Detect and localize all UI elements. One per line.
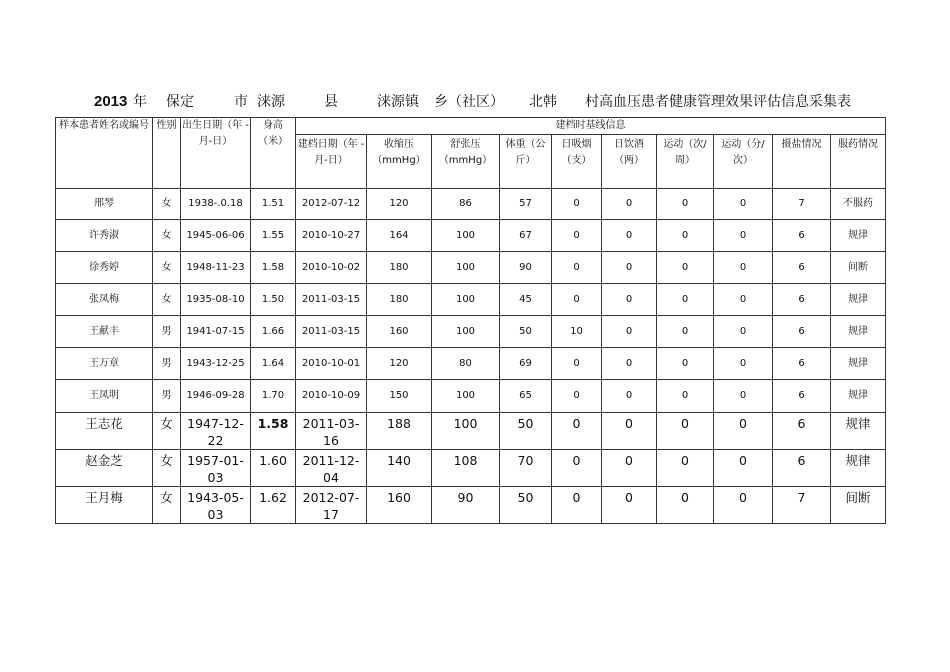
cell-salt: 6 <box>773 284 831 316</box>
cell-name: 王志花 <box>56 413 153 450</box>
cell-drink: 0 <box>602 348 657 380</box>
cell-drink: 0 <box>602 487 657 524</box>
header-height: 身高（米） <box>251 118 296 189</box>
header-exercise-times: 运动（次/周） <box>657 135 714 189</box>
cell-medication: 规律 <box>831 413 886 450</box>
cell-salt: 6 <box>773 220 831 252</box>
cell-name: 徐秀婷 <box>56 252 153 284</box>
cell-diastolic: 100 <box>432 380 500 413</box>
cell-ex-minutes: 0 <box>714 487 773 524</box>
cell-ex-minutes: 0 <box>714 220 773 252</box>
header-medication: 服药情况 <box>831 135 886 189</box>
cell-name: 王凤明 <box>56 380 153 413</box>
table-row <box>56 189 886 220</box>
header-diastolic: 舒张压（mmHg） <box>432 135 500 189</box>
cell-medication: 间断 <box>831 252 886 284</box>
cell-salt: 6 <box>773 252 831 284</box>
cell-sex: 女 <box>153 189 181 220</box>
cell-weight: 50 <box>500 413 552 450</box>
header-file-date: 建档日期（年 -月-日） <box>296 135 367 189</box>
cell-ex-times: 0 <box>657 380 714 413</box>
cell-drink: 0 <box>602 316 657 348</box>
cell-systolic: 140 <box>367 450 432 487</box>
header-baseline-info: 建档时基线信息 <box>296 118 886 135</box>
cell-file-date: 2011-03-15 <box>296 284 367 316</box>
cell-file-date: 2011-03-16 <box>296 413 367 450</box>
title-township-suffix: 乡（社区） <box>434 94 504 110</box>
document-title <box>0 93 950 113</box>
cell-ex-minutes: 0 <box>714 252 773 284</box>
cell-medication: 规律 <box>831 220 886 252</box>
cell-birth: 1945-06-06 <box>181 220 251 252</box>
cell-file-date: 2010-10-01 <box>296 348 367 380</box>
cell-salt: 7 <box>773 189 831 220</box>
cell-name: 王万章 <box>56 348 153 380</box>
cell-salt: 6 <box>773 413 831 450</box>
cell-systolic: 150 <box>367 380 432 413</box>
cell-file-date: 2012-07-17 <box>296 487 367 524</box>
table-row <box>56 316 886 348</box>
cell-ex-minutes: 0 <box>714 316 773 348</box>
cell-drink: 0 <box>602 252 657 284</box>
cell-systolic: 160 <box>367 316 432 348</box>
cell-name: 赵金芝 <box>56 450 153 487</box>
table-row <box>56 348 886 380</box>
cell-drink: 0 <box>602 220 657 252</box>
title-city: 保定 <box>166 94 194 110</box>
cell-drink: 0 <box>602 450 657 487</box>
cell-diastolic: 100 <box>432 220 500 252</box>
cell-ex-times: 0 <box>657 487 714 524</box>
cell-sex: 男 <box>153 316 181 348</box>
cell-file-date: 2010-10-02 <box>296 252 367 284</box>
cell-diastolic: 100 <box>432 316 500 348</box>
cell-birth: 1947-12-22 <box>181 413 251 450</box>
cell-drink: 0 <box>602 380 657 413</box>
cell-file-date: 2012-07-12 <box>296 189 367 220</box>
cell-smoke: 0 <box>552 450 602 487</box>
cell-sex: 男 <box>153 348 181 380</box>
header-drinking: 日饮酒（两） <box>602 135 657 189</box>
cell-diastolic: 80 <box>432 348 500 380</box>
cell-sex: 女 <box>153 220 181 252</box>
table-row <box>56 450 886 487</box>
cell-height: 1.58 <box>251 252 296 284</box>
cell-weight: 65 <box>500 380 552 413</box>
cell-height: 1.64 <box>251 348 296 380</box>
cell-medication: 间断 <box>831 487 886 524</box>
cell-diastolic: 100 <box>432 413 500 450</box>
cell-systolic: 120 <box>367 189 432 220</box>
cell-birth: 1946-09-28 <box>181 380 251 413</box>
cell-birth: 1938-.0.18 <box>181 189 251 220</box>
header-systolic: 收缩压（mmHg） <box>367 135 432 189</box>
cell-file-date: 2011-03-15 <box>296 316 367 348</box>
cell-weight: 57 <box>500 189 552 220</box>
cell-ex-times: 0 <box>657 220 714 252</box>
table-row <box>56 380 886 413</box>
cell-systolic: 180 <box>367 284 432 316</box>
cell-sex: 男 <box>153 380 181 413</box>
cell-smoke: 0 <box>552 284 602 316</box>
cell-birth: 1935-08-10 <box>181 284 251 316</box>
title-year: 2013 <box>94 93 128 110</box>
cell-diastolic: 108 <box>432 450 500 487</box>
cell-systolic: 188 <box>367 413 432 450</box>
cell-ex-times: 0 <box>657 316 714 348</box>
title-city-suffix: 市 <box>234 94 248 110</box>
cell-medication: 不服药 <box>831 189 886 220</box>
cell-sex: 女 <box>153 284 181 316</box>
cell-ex-minutes: 0 <box>714 413 773 450</box>
header-salt-intake: 摄盐情况 <box>773 135 831 189</box>
cell-salt: 6 <box>773 380 831 413</box>
cell-name: 王月梅 <box>56 487 153 524</box>
table-row <box>56 284 886 316</box>
cell-sex: 女 <box>153 413 181 450</box>
cell-file-date: 2010-10-09 <box>296 380 367 413</box>
header-smoking: 日吸烟（支） <box>552 135 602 189</box>
cell-birth: 1943-05-03 <box>181 487 251 524</box>
cell-ex-minutes: 0 <box>714 284 773 316</box>
cell-salt: 6 <box>773 450 831 487</box>
cell-ex-times: 0 <box>657 413 714 450</box>
cell-smoke: 0 <box>552 487 602 524</box>
title-year-suffix: 年 <box>133 94 147 110</box>
cell-weight: 90 <box>500 252 552 284</box>
title-county-suffix: 县 <box>324 94 338 110</box>
cell-smoke: 0 <box>552 252 602 284</box>
cell-sex: 女 <box>153 487 181 524</box>
cell-height: 1.70 <box>251 380 296 413</box>
header-exercise-minutes: 运动（分/次） <box>714 135 773 189</box>
cell-medication: 规律 <box>831 316 886 348</box>
cell-weight: 69 <box>500 348 552 380</box>
cell-systolic: 120 <box>367 348 432 380</box>
cell-name: 许秀淑 <box>56 220 153 252</box>
cell-salt: 6 <box>773 316 831 348</box>
cell-height: 1.62 <box>251 487 296 524</box>
cell-birth: 1957-01-03 <box>181 450 251 487</box>
cell-smoke: 0 <box>552 348 602 380</box>
cell-ex-minutes: 0 <box>714 450 773 487</box>
cell-medication: 规律 <box>831 348 886 380</box>
title-town: 涞源镇 <box>377 94 419 110</box>
cell-birth: 1948-11-23 <box>181 252 251 284</box>
cell-weight: 67 <box>500 220 552 252</box>
cell-drink: 0 <box>602 189 657 220</box>
cell-ex-minutes: 0 <box>714 348 773 380</box>
cell-file-date: 2010-10-27 <box>296 220 367 252</box>
cell-birth: 1943-12-25 <box>181 348 251 380</box>
cell-sex: 女 <box>153 450 181 487</box>
cell-ex-minutes: 0 <box>714 189 773 220</box>
cell-ex-times: 0 <box>657 252 714 284</box>
patient-data-table <box>55 117 886 524</box>
cell-ex-times: 0 <box>657 284 714 316</box>
cell-height: 1.51 <box>251 189 296 220</box>
cell-height: 1.66 <box>251 316 296 348</box>
cell-file-date: 2011-12-04 <box>296 450 367 487</box>
header-weight: 体重（公斤） <box>500 135 552 189</box>
cell-smoke: 10 <box>552 316 602 348</box>
cell-ex-minutes: 0 <box>714 380 773 413</box>
cell-sex: 女 <box>153 252 181 284</box>
cell-salt: 6 <box>773 348 831 380</box>
cell-height: 1.55 <box>251 220 296 252</box>
cell-medication: 规律 <box>831 380 886 413</box>
cell-diastolic: 100 <box>432 252 500 284</box>
cell-height: 1.50 <box>251 284 296 316</box>
cell-diastolic: 86 <box>432 189 500 220</box>
table-row <box>56 487 886 524</box>
cell-systolic: 160 <box>367 487 432 524</box>
cell-height: 1.58 <box>251 413 296 450</box>
cell-name: 张凤梅 <box>56 284 153 316</box>
cell-ex-times: 0 <box>657 348 714 380</box>
cell-weight: 50 <box>500 487 552 524</box>
cell-smoke: 0 <box>552 380 602 413</box>
header-name: 样本患者姓名或编号 <box>56 118 153 189</box>
cell-systolic: 164 <box>367 220 432 252</box>
cell-smoke: 0 <box>552 189 602 220</box>
cell-salt: 7 <box>773 487 831 524</box>
table-row <box>56 252 886 284</box>
cell-diastolic: 100 <box>432 284 500 316</box>
header-sex: 性别 <box>153 118 181 189</box>
table-row <box>56 413 886 450</box>
title-village: 北韩 <box>529 94 557 110</box>
cell-drink: 0 <box>602 284 657 316</box>
cell-ex-times: 0 <box>657 189 714 220</box>
cell-ex-times: 0 <box>657 450 714 487</box>
cell-weight: 50 <box>500 316 552 348</box>
cell-weight: 70 <box>500 450 552 487</box>
cell-birth: 1941-07-15 <box>181 316 251 348</box>
cell-smoke: 0 <box>552 220 602 252</box>
cell-weight: 45 <box>500 284 552 316</box>
cell-name: 王献丰 <box>56 316 153 348</box>
cell-name: 邢琴 <box>56 189 153 220</box>
table-row <box>56 220 886 252</box>
cell-medication: 规律 <box>831 450 886 487</box>
title-heading: 村高血压患者健康管理效果评估信息采集表 <box>585 94 851 110</box>
header-birth-date: 出生日期（年 -月-日） <box>181 118 251 189</box>
cell-drink: 0 <box>602 413 657 450</box>
title-county: 涞源 <box>257 94 285 110</box>
cell-systolic: 180 <box>367 252 432 284</box>
cell-height: 1.60 <box>251 450 296 487</box>
cell-diastolic: 90 <box>432 487 500 524</box>
cell-smoke: 0 <box>552 413 602 450</box>
cell-medication: 规律 <box>831 284 886 316</box>
